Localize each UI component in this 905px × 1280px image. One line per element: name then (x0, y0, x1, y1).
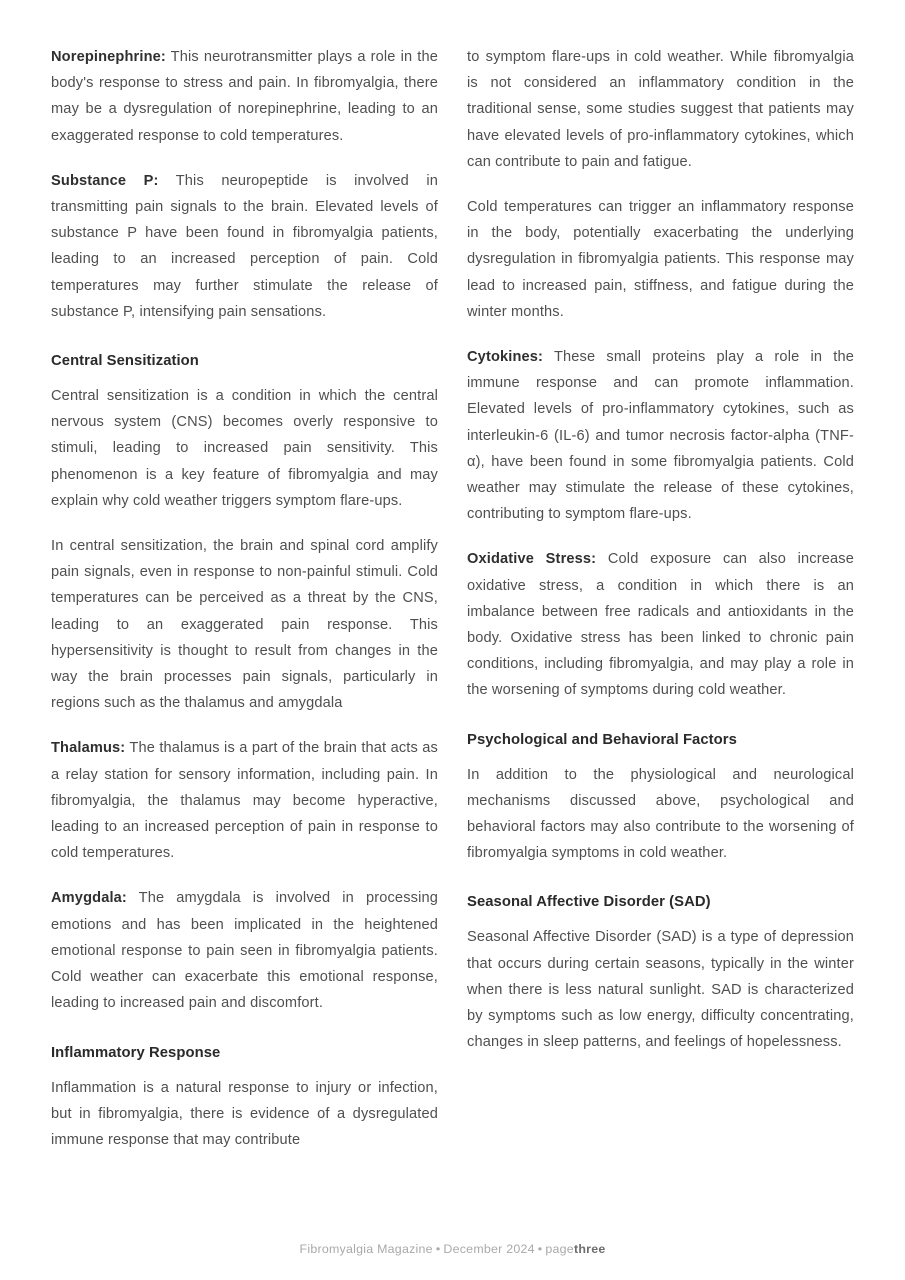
right-text-column (467, 44, 854, 1056)
footer-magazine-title: Fibromyalgia Magazine (299, 1242, 433, 1256)
body-paragraph: Seasonal Affective Disorder (SAD) is a type of depression that occurs during certain seasons, typically in the winter when there is less natural sunlight. SAD is characterized by symptoms such as low energy, difficulty concentrating, changes in sleep patterns, and feelings of hopelessness. (467, 929, 854, 1051)
body-paragraph: Cold temperatures can trigger an inflammatory response in the body, potentially exacerbating the underlying dysregulation in fibromyalgia patients. This response may lead to increased pain, stiffness, and fatigue during the winter months. (467, 199, 854, 320)
body-paragraph: Thalamus: The thalamus is a part of the brain that acts as a relay station for sensory information, including pain. In fibromyalgia, the thalamus may become hyperactive, leading to an increased perception of pain in response to cold temperatures. (51, 740, 438, 862)
footer-separator-1: • (435, 1242, 441, 1256)
body-paragraph: In addition to the physiological and neurological mechanisms discussed above, psychological and behavioral factors may also contribute to the worsening of fibromyalgia symptoms in cold weather. (467, 766, 854, 862)
section-heading: Seasonal Affective Disorder (SAD) (467, 894, 711, 911)
paragraph-lead-term: Oxidative Stress: (467, 551, 597, 568)
section-heading: Inflammatory Response (51, 1044, 221, 1061)
body-paragraph: Cytokines: These small proteins play a role in the immune response and can promote inflammation. Elevated levels of pro-inflammatory cytokines, such as interleukin-6 (IL-6) and tumor necrosis factor-alpha (TNF-α), have been found in some fibromyalgia patients. Cold weather may stimulate the release of these cytokines, contributing to symptom flare-ups. (467, 349, 854, 523)
section-heading: Central Sensitization (51, 353, 199, 370)
paragraph-lead-term: Norepinephrine: (51, 49, 166, 65)
body-paragraph: Substance P: This neuropeptide is involved in transmitting pain signals to the brain. Elevated levels of substance P have been found in fibromyalgia patients, leading to an increased perception of pain. Cold temperatures may further stimulate the release of substance P, intensifying pain sensations. (51, 172, 439, 320)
footer-page-label: page (545, 1242, 574, 1256)
body-paragraph: Oxidative Stress: Cold exposure can also increase oxidative stress, a condition in which there is an imbalance between free radicals and antioxidants in the body. Oxidative stress has been linked to chronic pain conditions, including fibromyalgia, and may play a role in the worsening of symptoms during cold weather. (467, 551, 854, 699)
footer-page-number: three (573, 1242, 606, 1256)
left-text-column (51, 44, 438, 1153)
paragraph-lead-term: Cytokines: (467, 349, 544, 366)
body-paragraph: Central sensitization is a condition in which the central nervous system (CNS) becomes overly responsive to stimuli, leading to increased pain sensitivity. This phenomenon is a key feature of fibromyalgia and may explain why cold weather triggers symptom flare-ups. (51, 388, 438, 509)
paragraph-lead-term: Amygdala: (51, 890, 127, 907)
page-footer (0, 1240, 905, 1258)
body-paragraph: Norepinephrine: This neurotransmitter plays a role in the body's response to stress and pain. In fibromyalgia, there may be a dysregulation of norepinephrine, leading to an exaggerated response to cold temperatures. (51, 49, 438, 144)
two-column-layout (51, 44, 854, 1199)
section-heading: Psychological and Behavioral Factors (467, 731, 737, 748)
body-paragraph: Inflammation is a natural response to injury or infection, but in fibromyalgia, there is evidence of a dysregulated immune response that may contribute (51, 1079, 438, 1148)
footer-issue-date: December 2024 (443, 1242, 535, 1256)
paragraph-lead-term: Thalamus: (51, 740, 126, 757)
body-paragraph: Amygdala: The amygdala is involved in processing emotions and has been implicated in the heightened emotional response to pain seen in fibromyalgia patients. Cold weather can exacerbate this emotional response, leading to increased pain and discomfort. (51, 890, 438, 1012)
body-paragraph: to symptom flare-ups in cold weather. While fibromyalgia is not considered an inflammatory condition in the traditional sense, some studies suggest that patients may have elevated levels of pro-inflammatory cytokines, which can contribute to pain and fatigue. (467, 49, 854, 170)
paragraph-lead-term: Substance P: (51, 172, 159, 189)
body-paragraph: In central sensitization, the brain and spinal cord amplify pain signals, even in response to non-painful stimuli. Cold temperatures can be perceived as a threat by the CNS, leading to an exaggerated pain response. This hypersensitivity is thought to result from changes in the way the brain processes pain signals, particularly in regions such as the thalamus and amygdala (51, 538, 438, 712)
footer-separator-2: • (537, 1242, 543, 1256)
